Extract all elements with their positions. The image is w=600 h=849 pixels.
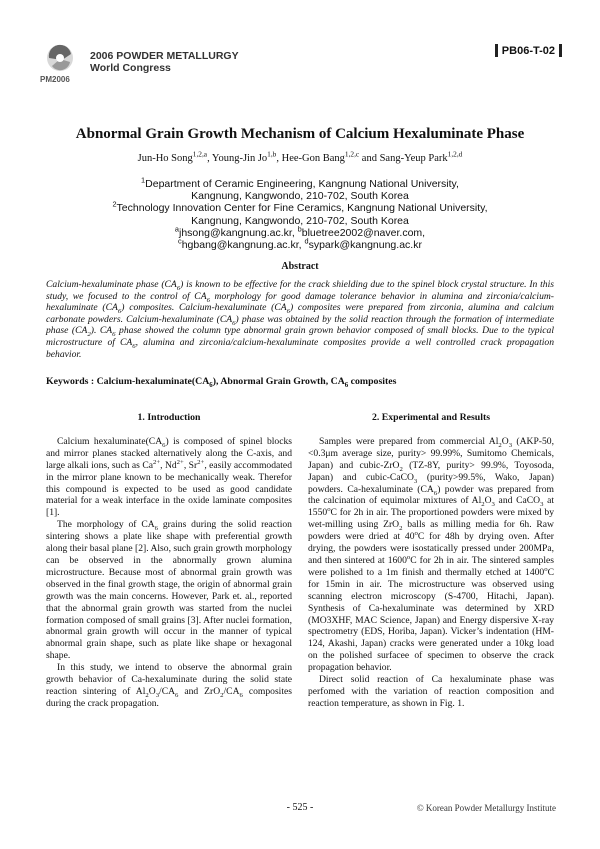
experimental-paragraph-2: Direct solid reaction of Ca hexaluminate phase was perfomed with the variation of reaction composition and reaction temperature, as shown in Fig. 1.	[308, 674, 554, 709]
intro-paragraph-2: The morphology of $CA_6$ grains during the solid reaction sintering shows a plate like shape with preferential growth along their basal plane [2]. Also, such grain growth morphology can be observed in the abnormally grown alumina microstructure. Because most of abnormal grain growth was observed in the final growth stage, the origin of abnormal grain growth was the main concerns. However, Park et. al., reported that the abnormal grain growth was started from the nuclei formation composed of small grains [3]. After nuclei formation, abnormal grain growth will occur in the manner of typical abnormal grain shape, such as plate like shape or hexagonal shape.	[46, 519, 292, 662]
intro-paragraph-1: Calcium $hexaluminate(CA_6)$ is composed of spinel blocks and mirror planes stacked alternatively along the C-axis, and large alkali ions, such as $Ca^{2+}$, $Nd^{2+}$, $Sr^{2+}$, easily accommodated in the mirror plane known to be mechanically weak. Therefor this compound is expected to be used as good candidate material for a weak interface in the oxide laminate composites [1].	[46, 435, 292, 519]
copyright-notice: © Korean Powder Metallurgy Institute	[416, 803, 556, 813]
experimental-section	[308, 412, 554, 710]
email-line-1: $^a$jhsong@kangnung.ac.kr, $^b$bluetree2002@naver.com,	[174, 224, 426, 239]
affiliation-1-address: Kangnung, Kangwondo, 210-702, South Korea	[191, 190, 409, 203]
keywords: Keywords : Calcium-$hexaluminate(CA_6)$, Abnormal Grain Growth, $CA_6$ composites	[46, 376, 397, 389]
author-4: and Sang-Yeup Park	[359, 153, 448, 164]
paper-code-box	[495, 44, 562, 57]
congress-line1: 2006 POWDER METALLURGY	[90, 50, 239, 62]
code-bar-right	[559, 44, 562, 57]
experimental-heading: 2. Experimental and Results	[371, 412, 491, 423]
experimental-paragraph-1: Samples were prepared from commercial $Al_2O_3$ (AKP-50, <0.3μm average size, purity> 99.99%, Sumitomo Chemicals, Japan) and cubic-ZrO$_2$ (TZ-8Y, purity> 99.9%, Toyosoda, Japan) and cubic-CaCO$_3$ (purity>99.5%, Wako, Japan) powders. Ca-hexaluminate $(CA_6)$ powder was prepared from the calcination of equimolar mixtures of $Al_2O_3$ and CaCO$_3$ at 1550$^o$C for 2h in air. The proportioned powders were mixed by wet-milling using ZrO$_2$ balls as milling media for 6h. Raw powders were dried at 40$^o$C for 48h by drying oven. After drying, the powders were isostatically pressed under 200MPa, and then sintered at 1600$^o$C for 2h in air. The sintered samples were polished to a 1m finish and thermally etched at 1400$^o$C for 15min in air. The microstructure was observed using scanning electron microscopy (S-4700, Hitachi, Japan). Synthesis of Ca-hexaluminate was determined by XRD (MO3XHF, MAC Science, Japan) and Energy dispersive X-ray spectrometry (EDS, Horiba, Japan). Vicker’s indentation (HM-124, Akashi, Japan) cracks were generated under a 10kg load on the polished surfacee of specimen to observe the crack propagation behavior.	[308, 435, 554, 674]
introduction-section	[46, 412, 292, 710]
affiliation-1: $^1$Department of Ceramic Engineering, Kangnung National University,	[141, 175, 459, 190]
congress-name	[90, 50, 239, 74]
abstract-heading: Abstract	[281, 261, 319, 272]
affiliation-2-address: Kangnung, Kangwondo, 210-702, South Korea	[191, 214, 409, 227]
paper-title: Abnormal Grain Growth Mechanism of Calcium Hexaluminate Phase	[75, 126, 525, 142]
logo-text: PM2006	[40, 75, 70, 84]
intro-paragraph-3: In this study, we intend to observe the abnormal grain growth behavior of Ca-hexaluminate during the solid state reaction sintering of $Al_2O_3/CA_6$ and $ZrO_2/CA_6$ composites during the crack propagation.	[46, 662, 292, 709]
page-number: - 525 -	[286, 802, 314, 813]
author-1: Jun-Ho Song	[137, 153, 193, 164]
abstract-body: Calcium-hexaluminate phase $(CA_6)$ is known to be effective for the crack shielding due to the spinel block crystal structure. In this study, we focused to the control of $CA_6$ morphology for good damage tolerance behavior in alumina and zirconia/calcium-hexaluminate $(CA_6)$ composites. Calcium-hexaluminate $(CA_6)$ composites were prepared from zirconia, alumina and calcium carbonate powders. Calcium-hexaluminate $(CA_6)$ phase was obtained by the solid reaction through the formation of intermediate phase $(CA_2)$. $CA_6$ phase showed the column type abnormal grain grown behavior composed of small blocks. Due to the typical microstructure of $CA_6$, alumina and zirconia/calcium-hexaluminate composites provide a well controlled crack propagation behavior.	[46, 279, 555, 360]
affiliation-2: $^2$Technology Innovation Center for Fine Ceramics, Kangnung National University,	[112, 199, 488, 215]
author-list: Jun-Ho Song$^{1,2,a}$, Young-Jin Jo$^{1,b}$, Hee-Gon Bang$^{1,2,c}$ and Sang-Yeup Park$^{1,2,d}$	[137, 149, 463, 164]
author-2: , Young-Jin Jo	[207, 153, 268, 164]
code-bar-left	[495, 44, 498, 57]
affiliations	[60, 175, 540, 252]
congress-line2: World Congress	[90, 62, 171, 74]
email-line-2: $^c$hgbang@kangnung.ac.kr, $^d$sypark@kangnung.ac.kr	[178, 236, 422, 252]
paper-code: PB06-T-02	[501, 44, 555, 57]
introduction-heading: 1. Introduction	[137, 412, 201, 423]
author-3: , Hee-Gon Bang	[276, 153, 345, 164]
